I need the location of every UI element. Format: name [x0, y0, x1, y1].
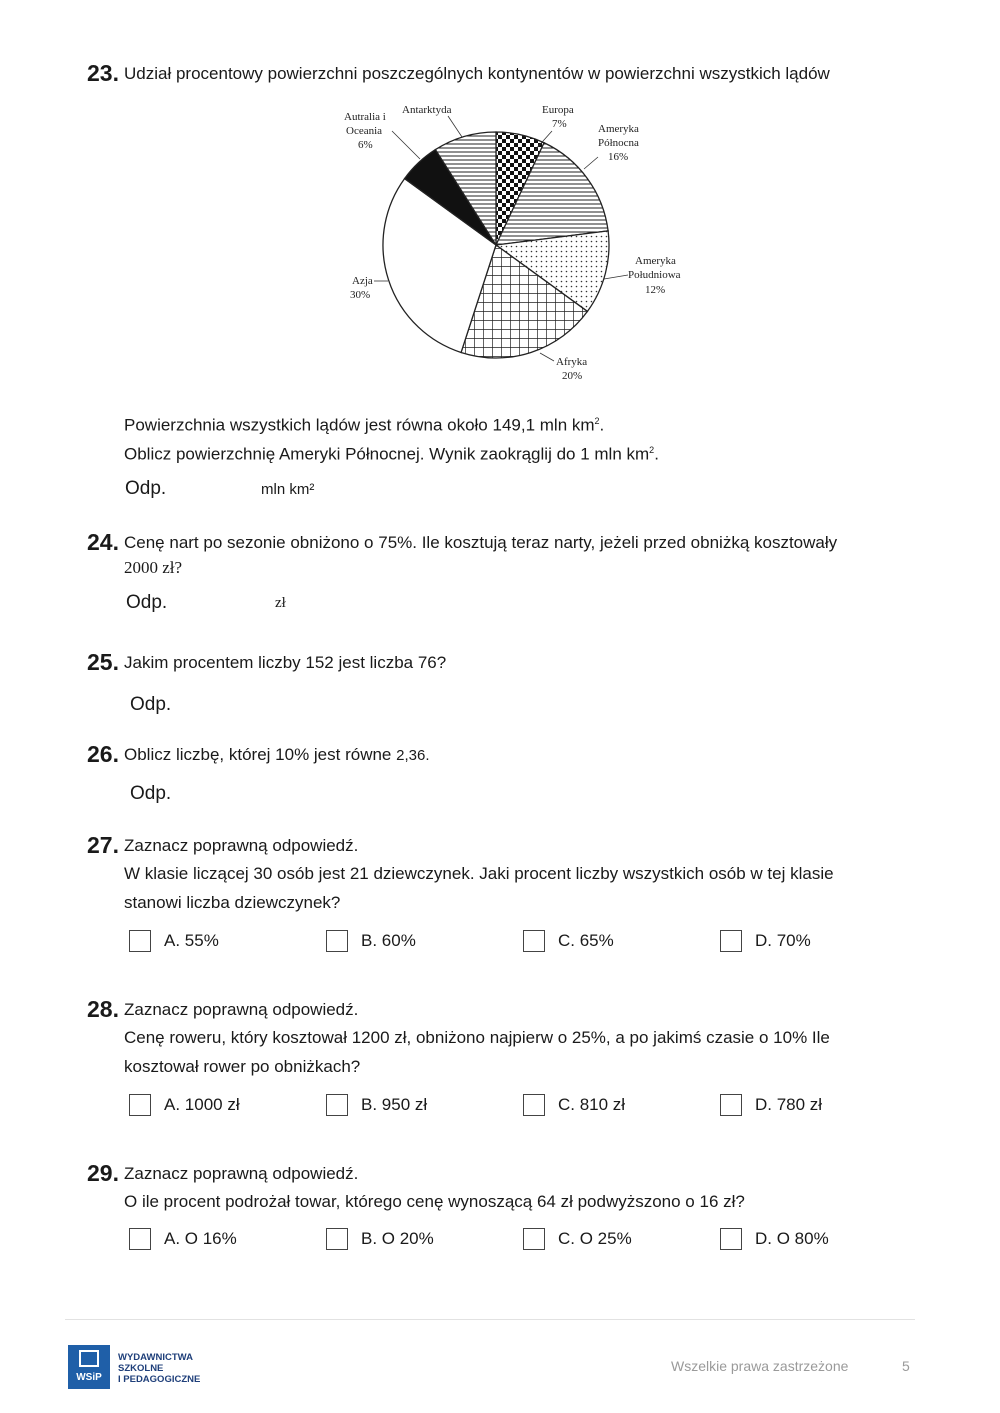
- label-afryka: Afryka: [556, 356, 588, 368]
- continents-pie-chart: [330, 95, 710, 390]
- q27-text-1: W klasie liczącej 30 osób jest 21 dziewczynek. Jaki procent liczby wszystkich osób w tej klasie: [124, 864, 834, 883]
- checkbox[interactable]: [326, 930, 348, 952]
- label-europa: Europa: [542, 104, 574, 116]
- q29-number: 29.: [87, 1160, 119, 1186]
- label-australia-pct: 6%: [358, 139, 373, 151]
- q27-option-d[interactable]: [720, 930, 811, 952]
- label-ameryka-pd-pct: 12%: [645, 284, 666, 296]
- footer-divider: [65, 1319, 915, 1320]
- q28-option-a[interactable]: [129, 1094, 240, 1116]
- q26-odp-label: Odp.: [130, 783, 172, 804]
- copyright-text: Wszelkie prawa zastrzeżone: [671, 1358, 849, 1374]
- q23-task-sup: 2: [649, 445, 655, 455]
- label-australia-2: Oceania: [346, 125, 383, 137]
- q26-text: [124, 740, 430, 770]
- checkbox[interactable]: [129, 1094, 151, 1116]
- label-azja: Azja: [352, 275, 373, 287]
- checkbox[interactable]: [720, 930, 742, 952]
- leader-ameryka-pn: [584, 157, 598, 169]
- option-label: A. 55%: [164, 931, 219, 950]
- q27-option-c[interactable]: [523, 930, 614, 952]
- leader-antarktyda: [448, 116, 462, 137]
- q23-area-line: [124, 407, 604, 440]
- page-number: 5: [902, 1358, 910, 1374]
- q23-unit: mln km²: [261, 481, 315, 498]
- q27-instruction: Zaznacz poprawną odpowiedź.: [124, 836, 359, 855]
- q27-option-b[interactable]: [326, 930, 416, 952]
- checkbox[interactable]: [523, 1228, 545, 1250]
- option-label: B. 950 zł: [361, 1095, 428, 1114]
- logo-text: WSiP: [76, 1372, 102, 1383]
- checkbox[interactable]: [129, 930, 151, 952]
- q28-option-b[interactable]: [326, 1094, 427, 1116]
- option-label: D. 70%: [755, 931, 811, 950]
- q28-number: 28.: [87, 996, 119, 1022]
- option-label: A. 1000 zł: [164, 1095, 240, 1114]
- label-australia: Autralia i: [344, 111, 386, 123]
- label-ameryka-pd: Ameryka: [635, 255, 676, 267]
- q23-task-line: [124, 436, 659, 469]
- q26-text-main: Oblicz liczbę, której 10% jest równe: [124, 745, 392, 764]
- option-label: A. O 16%: [164, 1229, 237, 1248]
- checkbox[interactable]: [720, 1228, 742, 1250]
- q28-option-c[interactable]: [523, 1094, 625, 1116]
- q23-task-text: Oblicz powierzchnię Ameryki Północnej. Wynik zaokrąglij do 1 mln km: [124, 444, 650, 464]
- q28-instruction: Zaznacz poprawną odpowiedź.: [124, 1000, 359, 1019]
- option-label: D. 780 zł: [755, 1095, 823, 1114]
- q24-number: 24.: [87, 529, 119, 555]
- leader-australia: [392, 131, 420, 159]
- q23-area-text: Powierzchnia wszystkich lądów jest równa około 149,1 mln km: [124, 415, 595, 435]
- q29-text-1: O ile procent podrożał towar, którego cenę wynoszącą 64 zł podwyższono o 16 zł?: [124, 1192, 745, 1211]
- option-label: C. 810 zł: [558, 1095, 626, 1114]
- option-label: C. 65%: [558, 931, 614, 950]
- q24-unit: zł: [275, 595, 286, 611]
- label-azja-pct: 30%: [350, 289, 371, 301]
- option-label: D. O 80%: [755, 1229, 829, 1248]
- q27-text-2: stanowi liczba dziewczynek?: [124, 893, 341, 912]
- leader-afryka: [540, 353, 554, 361]
- q28-text-1: Cenę roweru, który kosztował 1200 zł, obniżono najpierw o 25%, a po jakimś czasie o 10% Ile: [124, 1028, 830, 1047]
- publisher-line: I PEDAGOGICZNE: [118, 1374, 201, 1385]
- q29-option-c[interactable]: [523, 1228, 632, 1250]
- q25-number: 25.: [87, 649, 119, 675]
- label-ameryka-pd-2: Południowa: [628, 269, 681, 281]
- q29-instruction: Zaznacz poprawną odpowiedź.: [124, 1164, 359, 1183]
- checkbox[interactable]: [720, 1094, 742, 1116]
- label-europa-pct: 7%: [552, 118, 567, 130]
- q25-text: Jakim procentem liczby 152 jest liczba 76?: [124, 653, 447, 672]
- label-ameryka-pn: Ameryka: [598, 123, 639, 135]
- q29-option-a[interactable]: [129, 1228, 237, 1250]
- q23-task-post: .: [654, 444, 659, 464]
- publisher-line: WYDAWNICTWA: [118, 1352, 193, 1363]
- checkbox[interactable]: [326, 1228, 348, 1250]
- q23-area-post: .: [599, 415, 605, 435]
- q24-text: Cenę nart po sezonie obniżono o 75%. Ile kosztują teraz narty, jeżeli przed obniżką kosztowały: [124, 533, 838, 552]
- q23-text: Udział procentowy powierzchni poszczególnych kontynentów w powierzchni wszystkich lądów: [124, 64, 830, 83]
- q23-number: 23.: [87, 60, 119, 86]
- checkbox[interactable]: [523, 930, 545, 952]
- q24-text-2: 2000 zł?: [124, 558, 183, 577]
- q26-value: 2,36.: [396, 747, 430, 764]
- q29-option-d[interactable]: [720, 1228, 829, 1250]
- q25-odp-label: Odp.: [130, 694, 172, 715]
- label-antarktyda: Antarktyda: [402, 104, 452, 116]
- q29-option-b[interactable]: [326, 1228, 434, 1250]
- q24-odp-label: Odp.: [126, 592, 168, 613]
- q23-area-sup: 2: [594, 416, 600, 426]
- label-ameryka-pn-pct: 16%: [608, 151, 629, 163]
- label-afryka-pct: 20%: [562, 370, 583, 382]
- q26-number: 26.: [87, 741, 119, 767]
- publisher-line: SZKOLNE: [118, 1363, 164, 1374]
- checkbox[interactable]: [523, 1094, 545, 1116]
- wsip-logo: [68, 1345, 110, 1389]
- option-label: B. 60%: [361, 931, 416, 950]
- option-label: C. O 25%: [558, 1229, 632, 1248]
- checkbox[interactable]: [129, 1228, 151, 1250]
- q27-option-a[interactable]: [129, 930, 219, 952]
- q27-number: 27.: [87, 832, 119, 858]
- q28-text-2: kosztował rower po obniżkach?: [124, 1057, 361, 1076]
- logo-book-icon: [79, 1350, 99, 1367]
- option-label: B. O 20%: [361, 1229, 434, 1248]
- leader-ameryka-pd: [604, 275, 628, 279]
- checkbox[interactable]: [326, 1094, 348, 1116]
- publisher-name: [118, 1352, 200, 1385]
- q28-option-d[interactable]: [720, 1094, 822, 1116]
- label-ameryka-pn-2: Północna: [598, 137, 639, 149]
- q23-odp-label: Odp.: [125, 478, 167, 499]
